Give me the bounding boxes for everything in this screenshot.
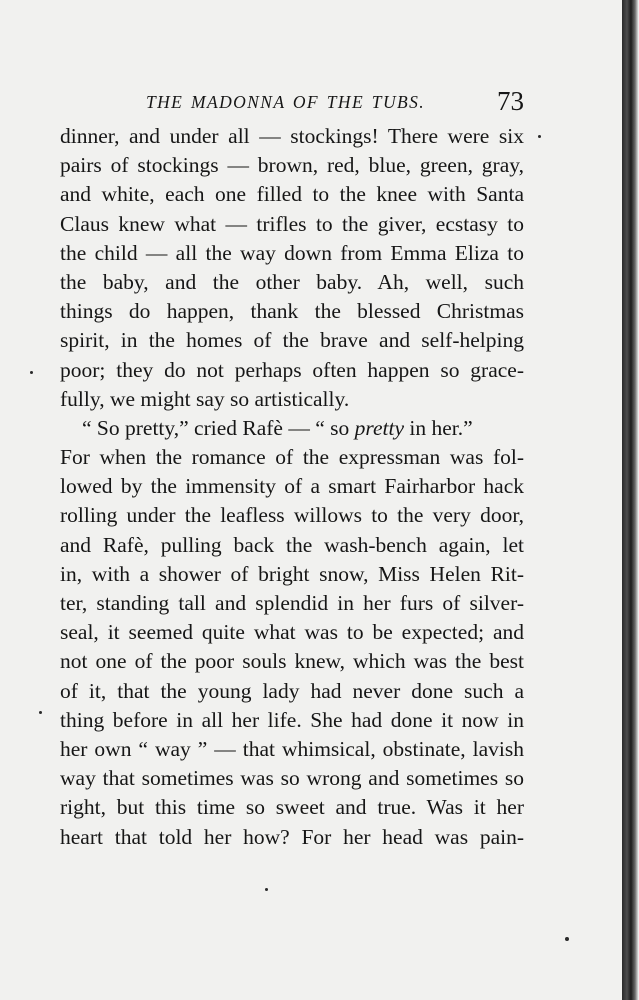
text-line: not one of the poor souls knew, which was the best <box>60 649 524 674</box>
ink-speck <box>265 888 268 891</box>
text-line: pairs of stockings — brown, red, blue, green, gray, <box>60 153 524 178</box>
dialogue-text: “ So pretty,” cried Rafè — “ so <box>82 415 355 440</box>
text-line: Claus knew what — trifles to the giver, ecstasy to <box>60 211 524 236</box>
ink-speck <box>565 937 569 941</box>
text-line: ter, standing tall and splendid in her furs of silver- <box>60 591 524 615</box>
text-line: dinner, and under all — stockings! There were six <box>60 124 524 148</box>
text-line: seal, it seemed quite what was to be expected; and <box>60 620 524 645</box>
ink-speck <box>538 135 541 138</box>
italic-emphasis: pretty <box>354 415 404 440</box>
dialogue-line <box>60 414 524 443</box>
text-line: the baby, and the other baby. Ah, well, such <box>60 269 524 294</box>
text-line: poor; they do not perhaps often happen so grace- <box>60 357 524 382</box>
running-title: THE MADONNA OF THE TUBS. <box>146 92 425 112</box>
scan-edge <box>622 0 639 1000</box>
paragraph-end-line: fully, we might say so artistically. <box>60 386 350 411</box>
page-header <box>60 86 538 120</box>
ink-speck <box>39 711 42 714</box>
text-line: of it, that the young lady had never done such a <box>60 678 524 703</box>
text-line: For when the romance of the expressman was fol- <box>60 445 524 470</box>
text-line: and white, each one filled to the knee with Santa <box>60 182 524 207</box>
ink-speck <box>30 371 33 374</box>
text-line: rolling under the leafless willows to the very door, <box>60 503 524 528</box>
body-text <box>60 122 524 852</box>
text-line: way that sometimes was so wrong and sometimes so <box>60 766 524 791</box>
text-line: right, but this time so sweet and true. Was it her <box>60 795 524 820</box>
text-line: things do happen, thank the blessed Christmas <box>60 299 524 324</box>
text-line: in, with a shower of bright snow, Miss Helen Rit- <box>60 561 524 586</box>
text-line: the child — all the way down from Emma Eliza to <box>60 240 524 265</box>
text-line: thing before in all her life. She had done it now in <box>60 707 524 732</box>
text-line: spirit, in the homes of the brave and self-helping <box>60 328 524 353</box>
text-line: lowed by the immensity of a smart Fairharbor hack <box>60 474 524 499</box>
text-line: heart that told her how? For her head was pain- <box>60 824 524 849</box>
text-line: her own “ way ” — that whimsical, obstinate, lavish <box>60 736 524 761</box>
text-line: and Rafè, pulling back the wash-bench again, let <box>60 532 524 557</box>
page-number: 73 <box>497 86 524 116</box>
dialogue-text-end: in her.” <box>404 415 473 440</box>
